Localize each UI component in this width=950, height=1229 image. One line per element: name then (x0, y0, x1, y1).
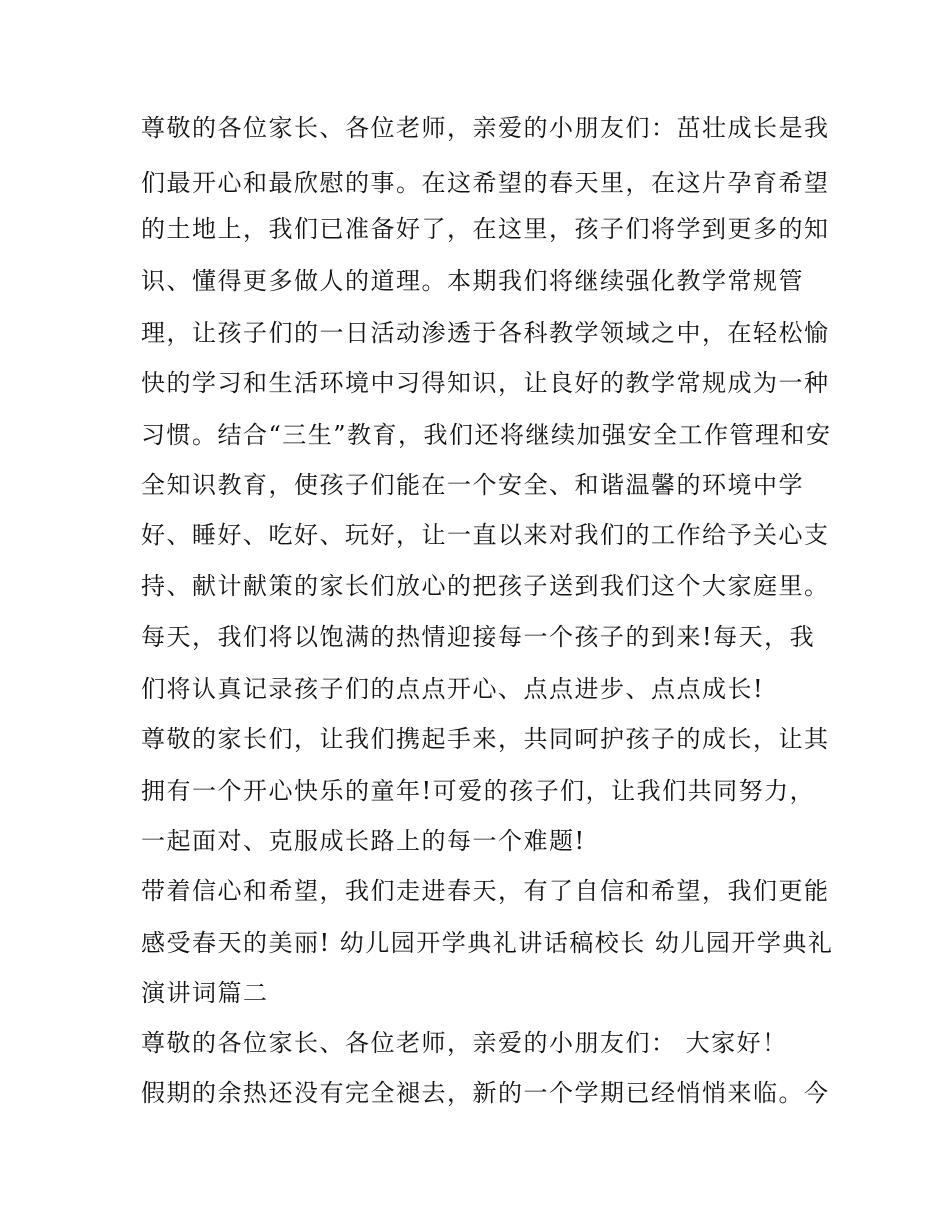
text-line: 尊敬的家长们，让我们携起手来，共同呵护孩子的成长，让其 (141, 725, 830, 753)
text-line: 持、献计献策的家长们放心的把孩子送到我们这个大家庭里。 (141, 572, 830, 600)
text-line: 每天，我们将以饱满的热情迎接每一个孩子的到来!每天，我 (141, 623, 816, 651)
text-line: 识、懂得更多做人的道理。本期我们将继续强化教学常规管 (141, 267, 804, 295)
text-line: 们最开心和最欣慰的事。在这希望的春天里，在这片孕育希望 (141, 169, 830, 197)
text-line: 理，让孩子们的一日活动渗透于各科教学领域之中，在轻松愉 (141, 319, 830, 347)
text-line: 全知识教育，使孩子们能在一个安全、和谐温馨的环境中学 (141, 471, 804, 499)
text-line: 演讲词篇二 (141, 979, 269, 1007)
text-line: 一起面对、克服成长路上的每一个难题! (141, 827, 586, 855)
text-line: 尊敬的各位家长、各位老师，亲爱的小朋友们： 大家好！ (141, 1029, 788, 1057)
text-line: 带着信心和希望，我们走进春天，有了自信和希望，我们更能 (141, 877, 830, 905)
text-line: 习惯。结合“三生”教育，我们还将继续加强安全工作管理和安 (141, 421, 832, 449)
text-line: 感受春天的美丽! 幼儿园开学典礼讲话稿校长 幼儿园开学典礼 (141, 929, 834, 957)
text-line: 尊敬的各位家长、各位老师，亲爱的小朋友们：茁壮成长是我 (141, 114, 830, 142)
text-line: 们将认真记录孩子们的点点开心、点点进步、点点成长! (141, 675, 765, 703)
text-line: 快的学习和生活环境中习得知识，让良好的教学常规成为一种 (141, 369, 830, 397)
text-line: 拥有一个开心快乐的童年!可爱的孩子们，让我们共同努力， (141, 777, 816, 805)
text-line: 的土地上，我们已准备好了，在这里，孩子们将学到更多的知 (141, 215, 830, 243)
text-line: 假期的余热还没有完全褪去，新的一个学期已经悄悄来临。今 (141, 1079, 830, 1107)
text-line: 好、睡好、吃好、玩好，让一直以来对我们的工作给予关心支 (141, 521, 830, 549)
